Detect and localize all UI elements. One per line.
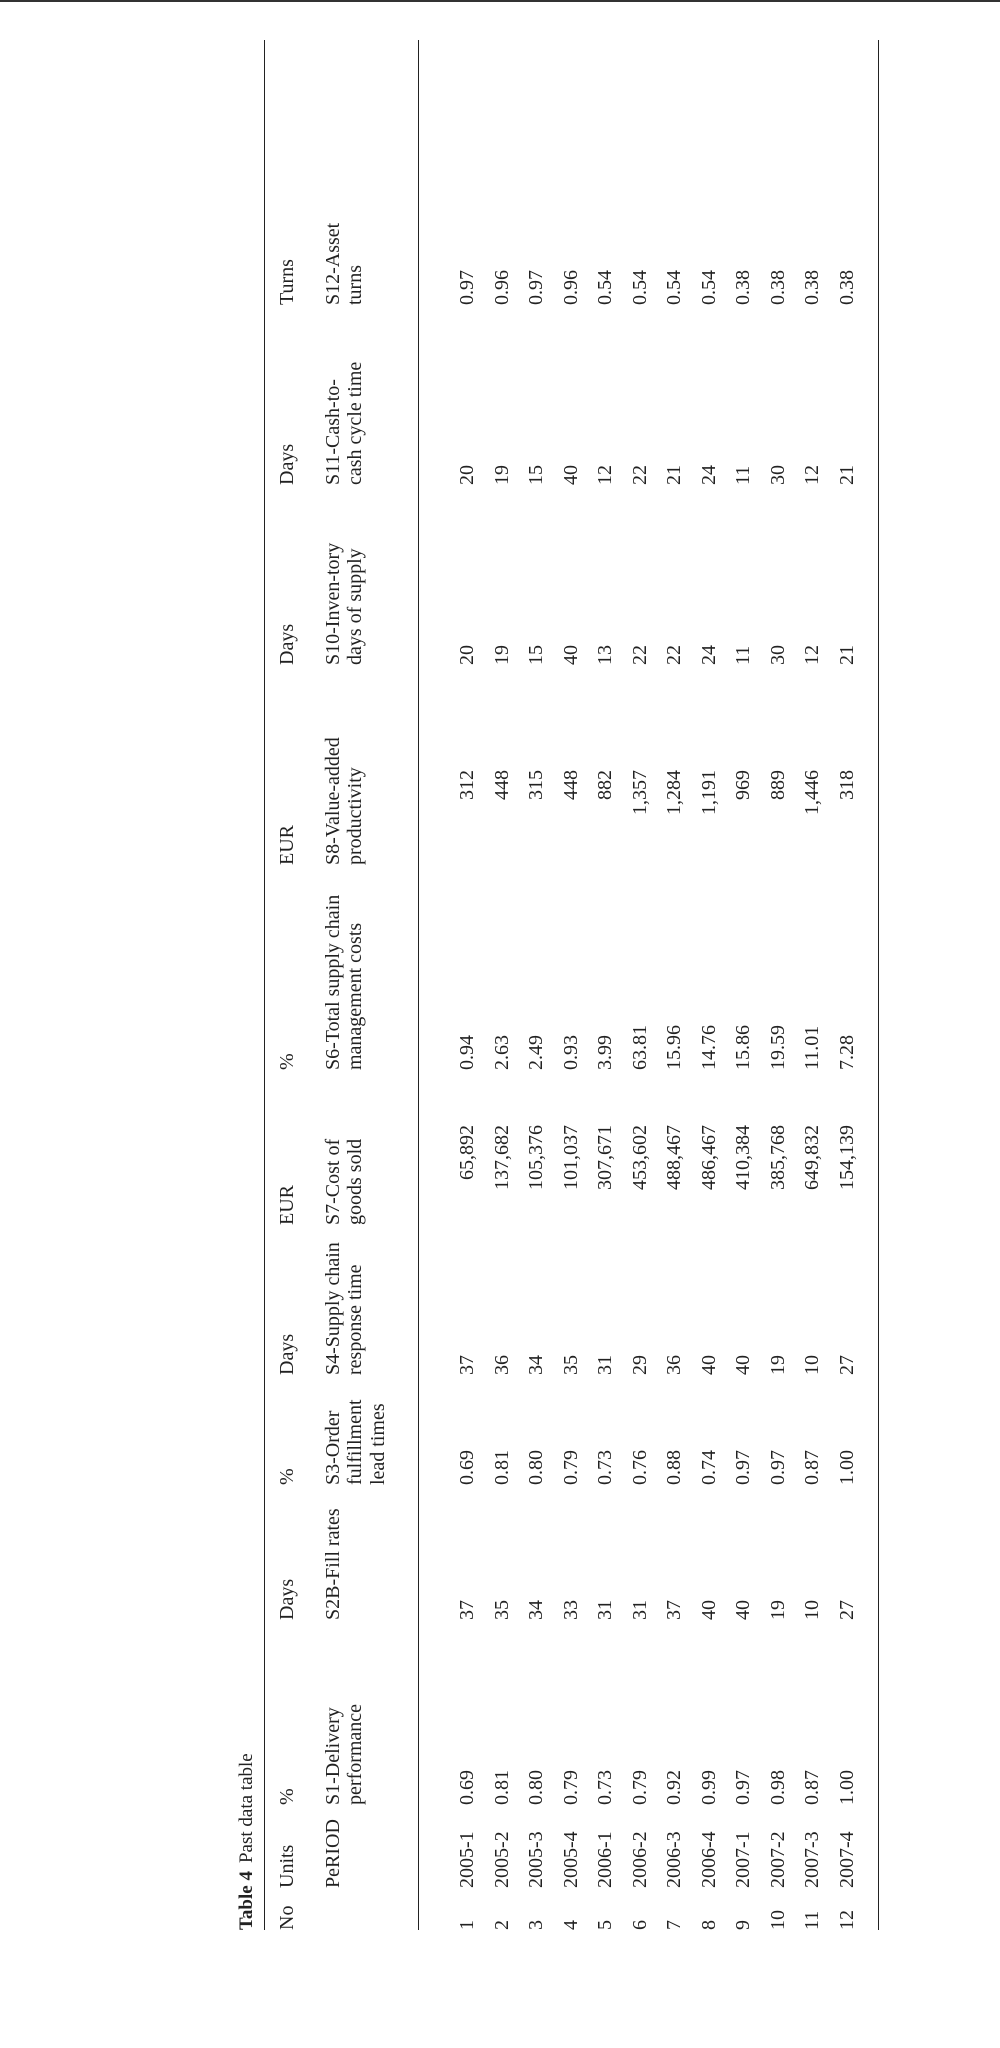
table-cell: 31 [594, 1600, 616, 1620]
table-cell: 30 [766, 465, 789, 485]
table-cell: 410,384 [732, 1125, 754, 1190]
row-number: 5 [594, 1920, 616, 1930]
table-cell: 12 [801, 645, 823, 665]
table-cell: 0.76 [628, 1450, 651, 1485]
column-header: PeRIOD [322, 1819, 344, 1888]
units-cell: % [276, 1788, 298, 1805]
table-cell: 15 [525, 645, 547, 665]
table-cell: 21 [835, 465, 858, 485]
table-cell: 312 [456, 770, 478, 800]
table-cell: 10 [801, 1600, 823, 1620]
row-number: 6 [628, 1920, 651, 1930]
row-number: 4 [559, 1920, 582, 1930]
table-cell: 101,037 [559, 1125, 582, 1190]
units-cell: EUR [276, 825, 298, 865]
table-cell: 2005-3 [525, 1831, 547, 1888]
table-cell: 105,376 [525, 1125, 547, 1190]
top-rule [264, 40, 265, 1930]
table-cell: 7.28 [835, 1035, 858, 1070]
table-cell: 2005-4 [559, 1831, 582, 1888]
column-header: S10-Inven-tory days of supply [322, 542, 367, 665]
table-cell: 20 [456, 465, 478, 485]
table-number: Table 4 [236, 1871, 257, 1930]
table-cell: 154,139 [835, 1125, 858, 1190]
row-number: 10 [766, 1910, 789, 1930]
table-cell: 0.69 [456, 1450, 478, 1485]
table-cell: 11 [732, 465, 754, 485]
column-header: S1-Delivery performance [322, 1703, 367, 1805]
table-cell: 15.96 [663, 1025, 685, 1070]
table-cell: 1,446 [801, 770, 823, 815]
table-cell: 649,832 [801, 1125, 823, 1190]
table-cell: 22 [628, 465, 651, 485]
table-cell: 31 [628, 1600, 651, 1620]
table-cell: 36 [663, 1355, 685, 1375]
table-cell: 10 [801, 1355, 823, 1375]
table-cell: 448 [559, 770, 582, 800]
table-cell: 0.97 [456, 270, 478, 305]
table-cell: 318 [835, 770, 858, 800]
table-cell: 0.88 [663, 1450, 685, 1485]
units-cell: Days [276, 1578, 298, 1620]
table-cell: 882 [594, 770, 616, 800]
header-rule [418, 40, 419, 1930]
table-cell: 2007-3 [801, 1831, 823, 1888]
table-cell: 0.79 [559, 1450, 582, 1485]
table-cell: 0.54 [594, 270, 616, 305]
table-cell: 21 [663, 465, 685, 485]
rotated-table [228, 10, 878, 1930]
table-cell: 0.97 [732, 1450, 754, 1485]
row-number: 12 [835, 1910, 858, 1930]
table-cell: 0.38 [732, 270, 754, 305]
table-cell: 0.54 [663, 270, 685, 305]
table-cell: 0.38 [801, 270, 823, 305]
units-cell: EUR [276, 1185, 298, 1225]
row-number: 7 [663, 1920, 685, 1930]
column-header: S11-Cash-to-cash cycle time [322, 361, 367, 485]
units-cell: Turns [276, 259, 298, 305]
table-cell: 37 [663, 1600, 685, 1620]
units-cell: Units [276, 1844, 298, 1888]
table-cell: 12 [801, 465, 823, 485]
table-cell: 0.97 [732, 1770, 754, 1805]
table-cell: 0.54 [628, 270, 651, 305]
table-cell: 0.87 [801, 1450, 823, 1485]
table-cell: 19 [766, 1355, 789, 1375]
table-cell: 969 [732, 770, 754, 800]
table-cell: 40 [732, 1355, 754, 1375]
table-cell: 2.63 [490, 1035, 513, 1070]
table-cell: 0.99 [697, 1770, 720, 1805]
table-cell: 385,768 [766, 1125, 789, 1190]
table-cell: 0.94 [456, 1035, 478, 1070]
column-header: S3-Order fulfillment lead times [322, 1399, 389, 1485]
column-header: S6-Total supply chain management costs [322, 894, 367, 1070]
table-cell: 1.00 [835, 1450, 858, 1485]
page-top-rule [0, 0, 1000, 2]
table-cell: 29 [628, 1355, 651, 1375]
table-cell: 11.01 [801, 1025, 823, 1070]
table-cell: 19.59 [766, 1025, 789, 1070]
table-cell: 0.87 [801, 1770, 823, 1805]
table-cell: 14.76 [697, 1025, 720, 1070]
table-cell: 34 [525, 1600, 547, 1620]
row-number: 11 [801, 1910, 823, 1930]
column-header: S4-Supply chain response time [322, 1242, 367, 1375]
table-cell: 0.54 [697, 270, 720, 305]
table-cell: 0.69 [456, 1770, 478, 1805]
row-number: 1 [456, 1920, 478, 1930]
table-cell: 15 [525, 465, 547, 485]
table-cell: 13 [594, 645, 616, 665]
table-cell: 2007-1 [732, 1831, 754, 1888]
bottom-rule [878, 40, 879, 1930]
table-cell: 19 [490, 645, 513, 665]
table-cell: 2006-1 [594, 1831, 616, 1888]
table-cell: 0.97 [525, 270, 547, 305]
table-cell: 307,671 [594, 1125, 616, 1190]
table-cell: 0.81 [490, 1450, 513, 1485]
table-cell: 0.79 [559, 1770, 582, 1805]
table-cell: 19 [490, 465, 513, 485]
table-cell: 1,357 [628, 770, 651, 815]
units-cell: Days [276, 623, 298, 665]
table-cell: 0.96 [559, 270, 582, 305]
table-cell: 448 [490, 770, 513, 800]
table-cell: 37 [456, 1355, 478, 1375]
table-cell: 2007-4 [835, 1831, 858, 1888]
table-caption [236, 1753, 258, 1930]
table-cell: 2006-4 [697, 1831, 720, 1888]
row-number: 3 [525, 1920, 547, 1930]
column-header: S8-Value-added productivity [322, 737, 367, 865]
table-cell: 2.49 [525, 1035, 547, 1070]
column-header: S2B-Fill rates [322, 1508, 344, 1620]
table-cell: 2006-3 [663, 1831, 685, 1888]
units-cell: % [276, 1053, 298, 1070]
table-cell: 0.80 [525, 1770, 547, 1805]
table-cell: 22 [628, 645, 651, 665]
table-cell: 453,602 [628, 1125, 651, 1190]
table-cell: 35 [559, 1355, 582, 1375]
table-cell: 27 [835, 1600, 858, 1620]
table-cell: 35 [490, 1600, 513, 1620]
row-number: 8 [697, 1920, 720, 1930]
row-number: 2 [490, 1920, 513, 1930]
table-cell: 1,284 [663, 770, 685, 815]
table-cell: 20 [456, 645, 478, 665]
table-cell: 0.74 [697, 1450, 720, 1485]
column-header: S12-Asset turns [322, 222, 367, 305]
table-cell: 3.99 [594, 1035, 616, 1070]
table-cell: 40 [697, 1355, 720, 1375]
table-cell: 2007-2 [766, 1831, 789, 1888]
table-cell: 12 [594, 465, 616, 485]
table-cell: 65,892 [456, 1125, 478, 1180]
table-cell: 40 [732, 1600, 754, 1620]
table-cell: 27 [835, 1355, 858, 1375]
table-cell: 0.79 [628, 1770, 651, 1805]
table-cell: 488,467 [663, 1125, 685, 1190]
table-cell: 2006-2 [628, 1831, 651, 1888]
units-cell: % [276, 1468, 298, 1485]
table-cell: 40 [697, 1600, 720, 1620]
table-cell: 0.80 [525, 1450, 547, 1485]
table-cell: 0.98 [766, 1770, 789, 1805]
table-cell: 34 [525, 1355, 547, 1375]
table-cell: 0.38 [766, 270, 789, 305]
table-cell: 36 [490, 1355, 513, 1375]
table-cell: 137,682 [490, 1125, 513, 1190]
table-cell: 2005-2 [490, 1831, 513, 1888]
column-header: S7-Cost of goods sold [322, 1138, 367, 1225]
table-title: Past data table [236, 1753, 257, 1864]
table-cell: 889 [766, 770, 789, 800]
table-cell: 30 [766, 645, 789, 665]
units-cell: Days [276, 443, 298, 485]
table-cell: 315 [525, 770, 547, 800]
table-cell: 0.96 [490, 270, 513, 305]
table-cell: 31 [594, 1355, 616, 1375]
units-cell: Days [276, 1333, 298, 1375]
table-cell: 11 [732, 645, 754, 665]
table-cell: 1,191 [697, 770, 720, 815]
table-cell: 22 [663, 645, 685, 665]
table-cell: 486,467 [697, 1125, 720, 1190]
table-cell: 24 [697, 645, 720, 665]
units-cell: No [276, 1905, 298, 1930]
table-cell: 21 [835, 645, 858, 665]
table-cell: 0.73 [594, 1450, 616, 1485]
table-cell: 37 [456, 1600, 478, 1620]
table-cell: 0.81 [490, 1770, 513, 1805]
table-cell: 2005-1 [456, 1831, 478, 1888]
table-cell: 24 [697, 465, 720, 485]
table-cell: 63.81 [628, 1025, 651, 1070]
table-cell: 0.93 [559, 1035, 582, 1070]
table-cell: 33 [559, 1600, 582, 1620]
table-cell: 0.73 [594, 1770, 616, 1805]
table-cell: 0.38 [835, 270, 858, 305]
table-cell: 15.86 [732, 1025, 754, 1070]
table-cell: 40 [559, 645, 582, 665]
row-number: 9 [732, 1920, 754, 1930]
table-cell: 19 [766, 1600, 789, 1620]
table-cell: 1.00 [835, 1770, 858, 1805]
table-cell: 0.97 [766, 1450, 789, 1485]
table-cell: 0.92 [663, 1770, 685, 1805]
table-cell: 40 [559, 465, 582, 485]
